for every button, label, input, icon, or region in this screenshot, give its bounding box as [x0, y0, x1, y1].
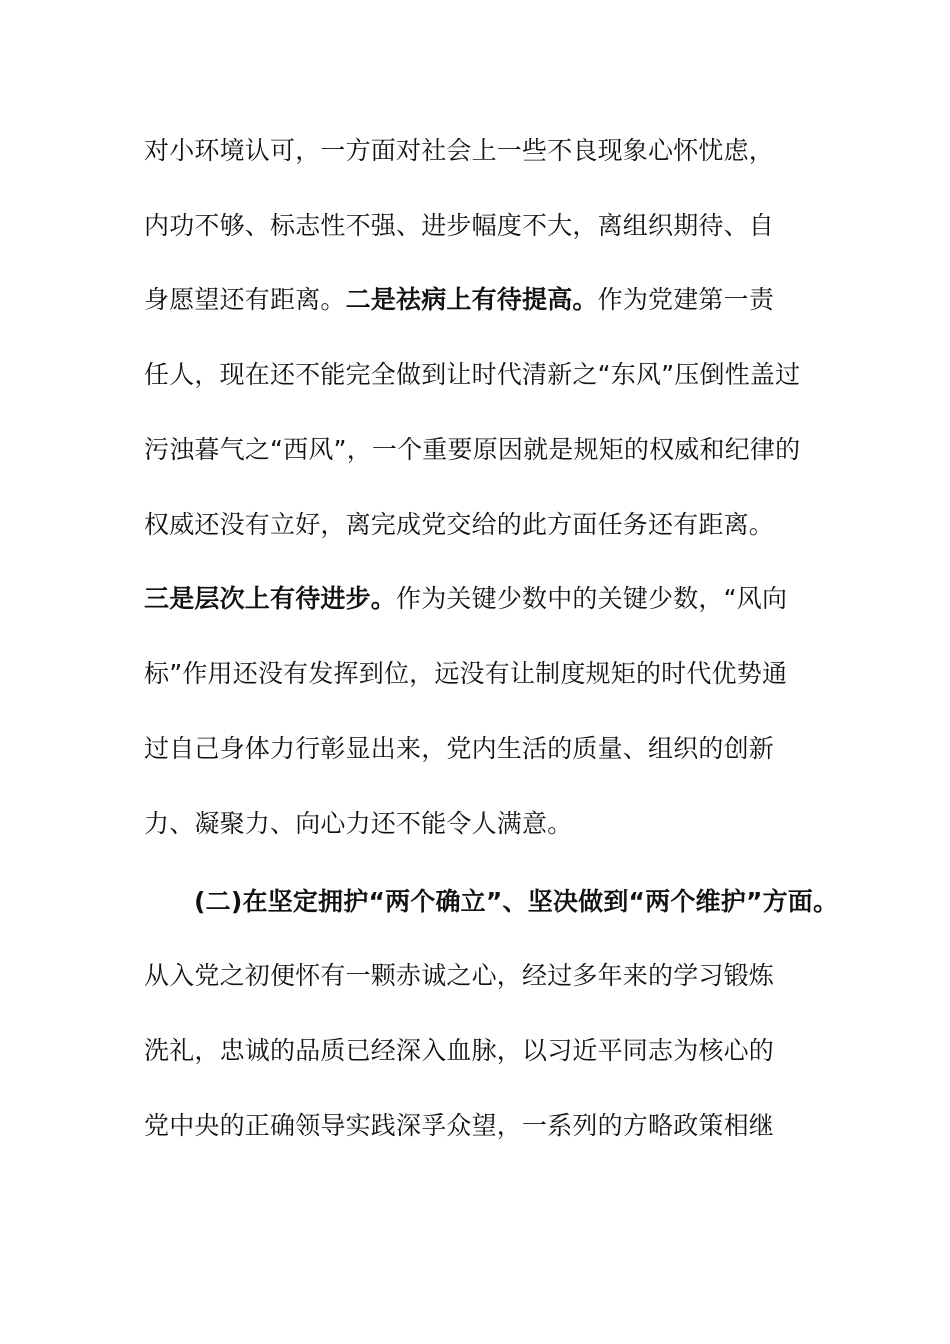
text-segment: 对小环境认可，一方面对社会上一些不良现象心怀忧虑， [144, 136, 775, 165]
text-line [144, 280, 824, 320]
text-segment: 过自己身体力行彰显出来，党内生活的质量、组织的创新 [144, 734, 775, 763]
text-line [144, 579, 824, 619]
text-line [144, 206, 824, 246]
bold-heading-segment: 二是祛病上有待提高。 [345, 285, 598, 314]
text-segment: 作为关键少数中的关键少数，“风向 [396, 584, 788, 613]
text-segment: 洗礼，忠诚的品质已经深入血脉，以习近平同志为核心的 [144, 1036, 775, 1065]
text-line [144, 1106, 824, 1146]
text-segment: 从入党之初便怀有一颗赤诚之心，经过多年来的学习锻炼 [144, 961, 775, 990]
text-segment: 身愿望还有距离。 [144, 285, 346, 314]
text-segment: 力、凝聚力、向心力还不能令人满意。 [144, 809, 573, 838]
text-line [144, 956, 824, 996]
text-segment: 标”作用还没有发挥到位，远没有让制度规矩的时代优势通 [144, 659, 788, 688]
text-line [144, 505, 824, 545]
section-heading [194, 882, 839, 922]
text-segment: 作为党建第一责 [597, 285, 775, 314]
section-heading-text: (二)在坚定拥护“两个确立”、坚决做到“两个维护”方面。 [194, 887, 839, 916]
text-segment: 内功不够、标志性不强、进步幅度不大，离组织期待、自 [144, 211, 775, 240]
text-segment: 污浊暮气之“西风”，一个重要原因就是规矩的权威和纪律的 [144, 435, 801, 464]
text-line [144, 1031, 824, 1071]
bold-heading-segment: 三是层次上有待进步。 [144, 584, 397, 613]
text-segment: 权威还没有立好，离完成党交给的此方面任务还有距离。 [144, 510, 775, 539]
text-line [144, 804, 824, 844]
text-segment: 党中央的正确领导实践深孚众望，一系列的方略政策相继 [144, 1111, 775, 1140]
text-line [144, 654, 824, 694]
text-segment: 任人，现在还不能完全做到让时代清新之“东风”压倒性盖过 [144, 360, 801, 389]
text-line [144, 430, 824, 470]
text-line [144, 729, 824, 769]
text-line [144, 355, 824, 395]
text-line [144, 131, 824, 171]
